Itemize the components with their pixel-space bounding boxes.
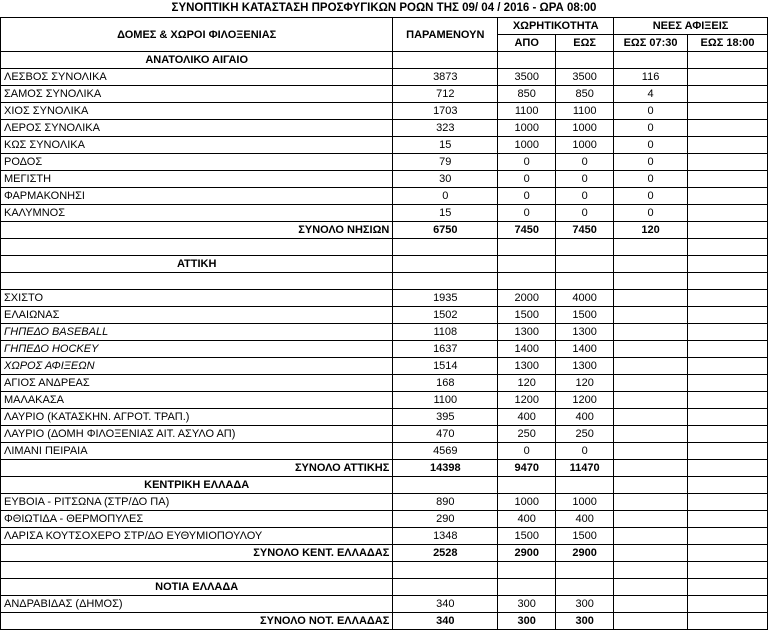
cap-from-value: 1000	[498, 120, 556, 137]
cap-from-value: 1300	[498, 358, 556, 375]
blank-row	[1, 239, 768, 256]
total-row-attica	[1, 460, 768, 477]
table-row	[1, 596, 768, 613]
cap-from-value: 0	[498, 205, 556, 222]
cap-to-value: 400	[556, 409, 614, 426]
refugee-flows-table	[0, 17, 768, 630]
total-label: ΣΥΝΟΛΟ ΝΟΤ. ΕΛΛΑΔΑΣ	[1, 613, 393, 630]
arrivals-0730-value: 0	[614, 171, 688, 188]
structure-name: ΑΝΔΡΑΒΙΔΑΣ (ΔΗΜΟΣ)	[1, 596, 393, 613]
cap-to-value: 1000	[556, 494, 614, 511]
remaining-value: 15	[393, 205, 498, 222]
cap-to-value: 850	[556, 86, 614, 103]
arrivals-0730-value: 0	[614, 120, 688, 137]
cap-from-value: 3500	[498, 69, 556, 86]
structure-name: ΕΛΑΙΩΝΑΣ	[1, 307, 393, 324]
table-row	[1, 290, 768, 307]
table-row	[1, 154, 768, 171]
arrivals-0730-value: 0	[614, 103, 688, 120]
remaining-value: 4569	[393, 443, 498, 460]
header-cap-to: ΕΩΣ	[556, 35, 614, 52]
cap-from-value: 1500	[498, 307, 556, 324]
remaining-value: 290	[393, 511, 498, 528]
cap-to-value: 1400	[556, 341, 614, 358]
cap-from-value: 0	[498, 188, 556, 205]
table-row	[1, 137, 768, 154]
table-row	[1, 120, 768, 137]
remaining-value: 712	[393, 86, 498, 103]
header-remaining: ΠΑΡΑΜΕΝΟΥΝ	[393, 18, 498, 52]
arrivals-1800-total	[688, 222, 768, 239]
remaining-value: 30	[393, 171, 498, 188]
region-row-south	[1, 579, 768, 596]
arrivals-0730-value: 4	[614, 86, 688, 103]
table-row	[1, 341, 768, 358]
remaining-value: 1637	[393, 341, 498, 358]
table-row	[1, 511, 768, 528]
cap-from-total: 9470	[498, 460, 556, 477]
structure-name: ΚΩΣ ΣΥΝΟΛΙΚΑ	[1, 137, 393, 154]
cap-to-value: 400	[556, 511, 614, 528]
cap-to-value: 120	[556, 375, 614, 392]
remaining-value: 79	[393, 154, 498, 171]
structure-name: ΣΑΜΟΣ ΣΥΝΟΛΙΚΑ	[1, 86, 393, 103]
structure-name: ΜΑΛΑΚΑΣΑ	[1, 392, 393, 409]
table-row	[1, 171, 768, 188]
remaining-value: 1935	[393, 290, 498, 307]
cap-from-value: 250	[498, 426, 556, 443]
remaining-total: 6750	[393, 222, 498, 239]
table-row	[1, 494, 768, 511]
structure-name: ΜΕΓΙΣΤΗ	[1, 171, 393, 188]
structure-name: ΚΑΛΥΜΝΟΣ	[1, 205, 393, 222]
cap-to-value: 4000	[556, 290, 614, 307]
remaining-value: 15	[393, 137, 498, 154]
remaining-value: 1502	[393, 307, 498, 324]
total-row-islands	[1, 222, 768, 239]
region-row-attica	[1, 256, 768, 273]
cap-to-value: 0	[556, 205, 614, 222]
cap-from-value: 1500	[498, 528, 556, 545]
region-label: ΝΟΤΙΑ ΕΛΛΑΔΑ	[1, 579, 393, 596]
cap-from-value: 1100	[498, 103, 556, 120]
cap-from-value: 1000	[498, 494, 556, 511]
cap-to-value: 1500	[556, 528, 614, 545]
structure-name: ΛΑΥΡΙΟ (ΚΑΤΑΣΚΗΝ. ΑΓΡΟΤ. ΤΡΑΠ.)	[1, 409, 393, 426]
remaining-value: 1348	[393, 528, 498, 545]
total-label: ΣΥΝΟΛΟ ΑΤΤΙΚΗΣ	[1, 460, 393, 477]
arrivals-0730-value: 116	[614, 69, 688, 86]
cap-from-value: 850	[498, 86, 556, 103]
cap-to-value: 3500	[556, 69, 614, 86]
structure-name: ΣΧΙΣΤΟ	[1, 290, 393, 307]
arrivals-1800-value	[688, 103, 768, 120]
region-row-aegean	[1, 52, 768, 69]
arrivals-1800-value	[688, 205, 768, 222]
cap-to-total: 300	[556, 613, 614, 630]
total-label: ΣΥΝΟΛΟ ΚΕΝΤ. ΕΛΛΑΔΑΣ	[1, 545, 393, 562]
cap-from-value: 0	[498, 171, 556, 188]
header-row-1	[1, 18, 768, 35]
table-row	[1, 375, 768, 392]
structure-name: ΛΕΣΒΟΣ ΣΥΝΟΛΙΚΑ	[1, 69, 393, 86]
cap-to-value: 1100	[556, 103, 614, 120]
header-arr-1800: ΕΩΣ 18:00	[688, 35, 768, 52]
arrivals-1800-value	[688, 137, 768, 154]
cap-to-value: 0	[556, 154, 614, 171]
table-row	[1, 358, 768, 375]
arrivals-1800-value	[688, 69, 768, 86]
cap-to-value: 300	[556, 596, 614, 613]
header-capacity: ΧΩΡΗΤΙΚΟΤΗΤΑ	[498, 18, 614, 35]
remaining-value: 470	[393, 426, 498, 443]
table-row	[1, 528, 768, 545]
region-label: ΚΕΝΤΡΙΚΗ ΕΛΛΑΔΑ	[1, 477, 393, 494]
cap-to-value: 1000	[556, 137, 614, 154]
structure-name: ΦΘΙΩΤΙΔΑ - ΘΕΡΜΟΠΥΛΕΣ	[1, 511, 393, 528]
region-label: ΑΤΤΙΚΗ	[1, 256, 393, 273]
cap-to-total: 2900	[556, 545, 614, 562]
cap-from-value: 0	[498, 154, 556, 171]
remaining-value: 323	[393, 120, 498, 137]
cap-from-total: 2900	[498, 545, 556, 562]
blank-row	[1, 562, 768, 579]
arrivals-0730-value: 0	[614, 137, 688, 154]
table-row	[1, 409, 768, 426]
structure-name: ΧΩΡΟΣ ΑΦΙΞΕΩΝ	[1, 358, 393, 375]
structure-name: ΑΓΙΟΣ ΑΝΔΡΕΑΣ	[1, 375, 393, 392]
header-cap-from: ΑΠΟ	[498, 35, 556, 52]
remaining-value: 1514	[393, 358, 498, 375]
arrivals-0730-value: 0	[614, 154, 688, 171]
structure-name: ΛΑΥΡΙΟ (ΔΟΜΗ ΦΙΛΟΞΕΝΙΑΣ ΑΙΤ. ΑΣΥΛΟ ΑΠ)	[1, 426, 393, 443]
header-arr-0730: ΕΩΣ 07:30	[614, 35, 688, 52]
cap-from-value: 0	[498, 443, 556, 460]
cap-from-value: 1400	[498, 341, 556, 358]
structure-name: ΡΟΔΟΣ	[1, 154, 393, 171]
structure-name: ΓΗΠΕΔΟ BASEBALL	[1, 324, 393, 341]
table-row	[1, 307, 768, 324]
remaining-value: 395	[393, 409, 498, 426]
remaining-value: 1100	[393, 392, 498, 409]
cap-from-value: 1300	[498, 324, 556, 341]
cap-to-value: 0	[556, 171, 614, 188]
structure-name: ΓΗΠΕΔΟ HOCKEY	[1, 341, 393, 358]
cap-from-total: 7450	[498, 222, 556, 239]
arrivals-0730-total: 120	[614, 222, 688, 239]
structure-name: ΧΙΟΣ ΣΥΝΟΛΙΚΑ	[1, 103, 393, 120]
arrivals-1800-value	[688, 86, 768, 103]
cap-from-total: 300	[498, 613, 556, 630]
cap-to-value: 1300	[556, 358, 614, 375]
remaining-total: 14398	[393, 460, 498, 477]
structure-name: ΛΕΡΟΣ ΣΥΝΟΛΙΚΑ	[1, 120, 393, 137]
arrivals-1800-value	[688, 154, 768, 171]
total-label: ΣΥΝΟΛΟ ΝΗΣΙΩΝ	[1, 222, 393, 239]
table-row	[1, 103, 768, 120]
remaining-value: 1703	[393, 103, 498, 120]
remaining-value: 890	[393, 494, 498, 511]
cap-from-value: 1200	[498, 392, 556, 409]
cap-from-value: 400	[498, 409, 556, 426]
structure-name: ΦΑΡΜΑΚΟΝΗΣΙ	[1, 188, 393, 205]
cap-to-value: 1300	[556, 324, 614, 341]
table-row	[1, 426, 768, 443]
table-row	[1, 443, 768, 460]
report-title: ΣΥΝΟΠΤΙΚΗ ΚΑΤΑΣΤΑΣΗ ΠΡΟΣΦΥΓΙΚΩΝ ΡΟΩΝ ΤΗΣ 09/ 04 / 2016 - ΩΡΑ 08:00	[171, 2, 597, 14]
cap-to-value: 1200	[556, 392, 614, 409]
total-row-central	[1, 545, 768, 562]
header-arrivals: ΝΕΕΣ ΑΦΙΞΕΙΣ	[614, 18, 768, 35]
header-structures: ΔΟΜΕΣ & ΧΩΡΟΙ ΦΙΛΟΞΕΝΙΑΣ	[1, 18, 393, 52]
cap-to-total: 7450	[556, 222, 614, 239]
cap-to-value: 0	[556, 188, 614, 205]
structure-name: ΛΑΡΙΣΑ ΚΟΥΤΣΟΧΕΡΟ ΣΤΡ/ΔΟ ΕΥΘΥΜΙΟΠΟΥΛΟΥ	[1, 528, 393, 545]
cap-from-value: 400	[498, 511, 556, 528]
cap-to-value: 250	[556, 426, 614, 443]
remaining-value: 3873	[393, 69, 498, 86]
arrivals-0730-value: 0	[614, 205, 688, 222]
arrivals-0730-value: 0	[614, 188, 688, 205]
table-row	[1, 69, 768, 86]
structure-name: ΛΙΜΑΝΙ ΠΕΙΡΑΙΑ	[1, 443, 393, 460]
remaining-total: 340	[393, 613, 498, 630]
region-label: ΑΝΑΤΟΛΙΚΟ ΑΙΓΑΙΟ	[1, 52, 393, 69]
table-row	[1, 205, 768, 222]
cap-from-value: 1000	[498, 137, 556, 154]
table-row	[1, 86, 768, 103]
blank-row	[1, 273, 768, 290]
remaining-value: 0	[393, 188, 498, 205]
cap-to-total: 11470	[556, 460, 614, 477]
remaining-total: 2528	[393, 545, 498, 562]
structure-name: ΕΥΒΟΙΑ - ΡΙΤΣΩΝΑ (ΣΤΡ/ΔΟ ΠΑ)	[1, 494, 393, 511]
cap-from-value: 2000	[498, 290, 556, 307]
cap-from-value: 120	[498, 375, 556, 392]
remaining-value: 340	[393, 596, 498, 613]
total-row-south	[1, 613, 768, 630]
cap-to-value: 1000	[556, 120, 614, 137]
table-row	[1, 392, 768, 409]
arrivals-1800-value	[688, 120, 768, 137]
table-row	[1, 188, 768, 205]
cap-to-value: 1500	[556, 307, 614, 324]
table-row	[1, 324, 768, 341]
cap-to-value: 0	[556, 443, 614, 460]
remaining-value: 168	[393, 375, 498, 392]
region-row-central	[1, 477, 768, 494]
arrivals-1800-value	[688, 171, 768, 188]
arrivals-1800-value	[688, 188, 768, 205]
remaining-value: 1108	[393, 324, 498, 341]
cap-from-value: 300	[498, 596, 556, 613]
